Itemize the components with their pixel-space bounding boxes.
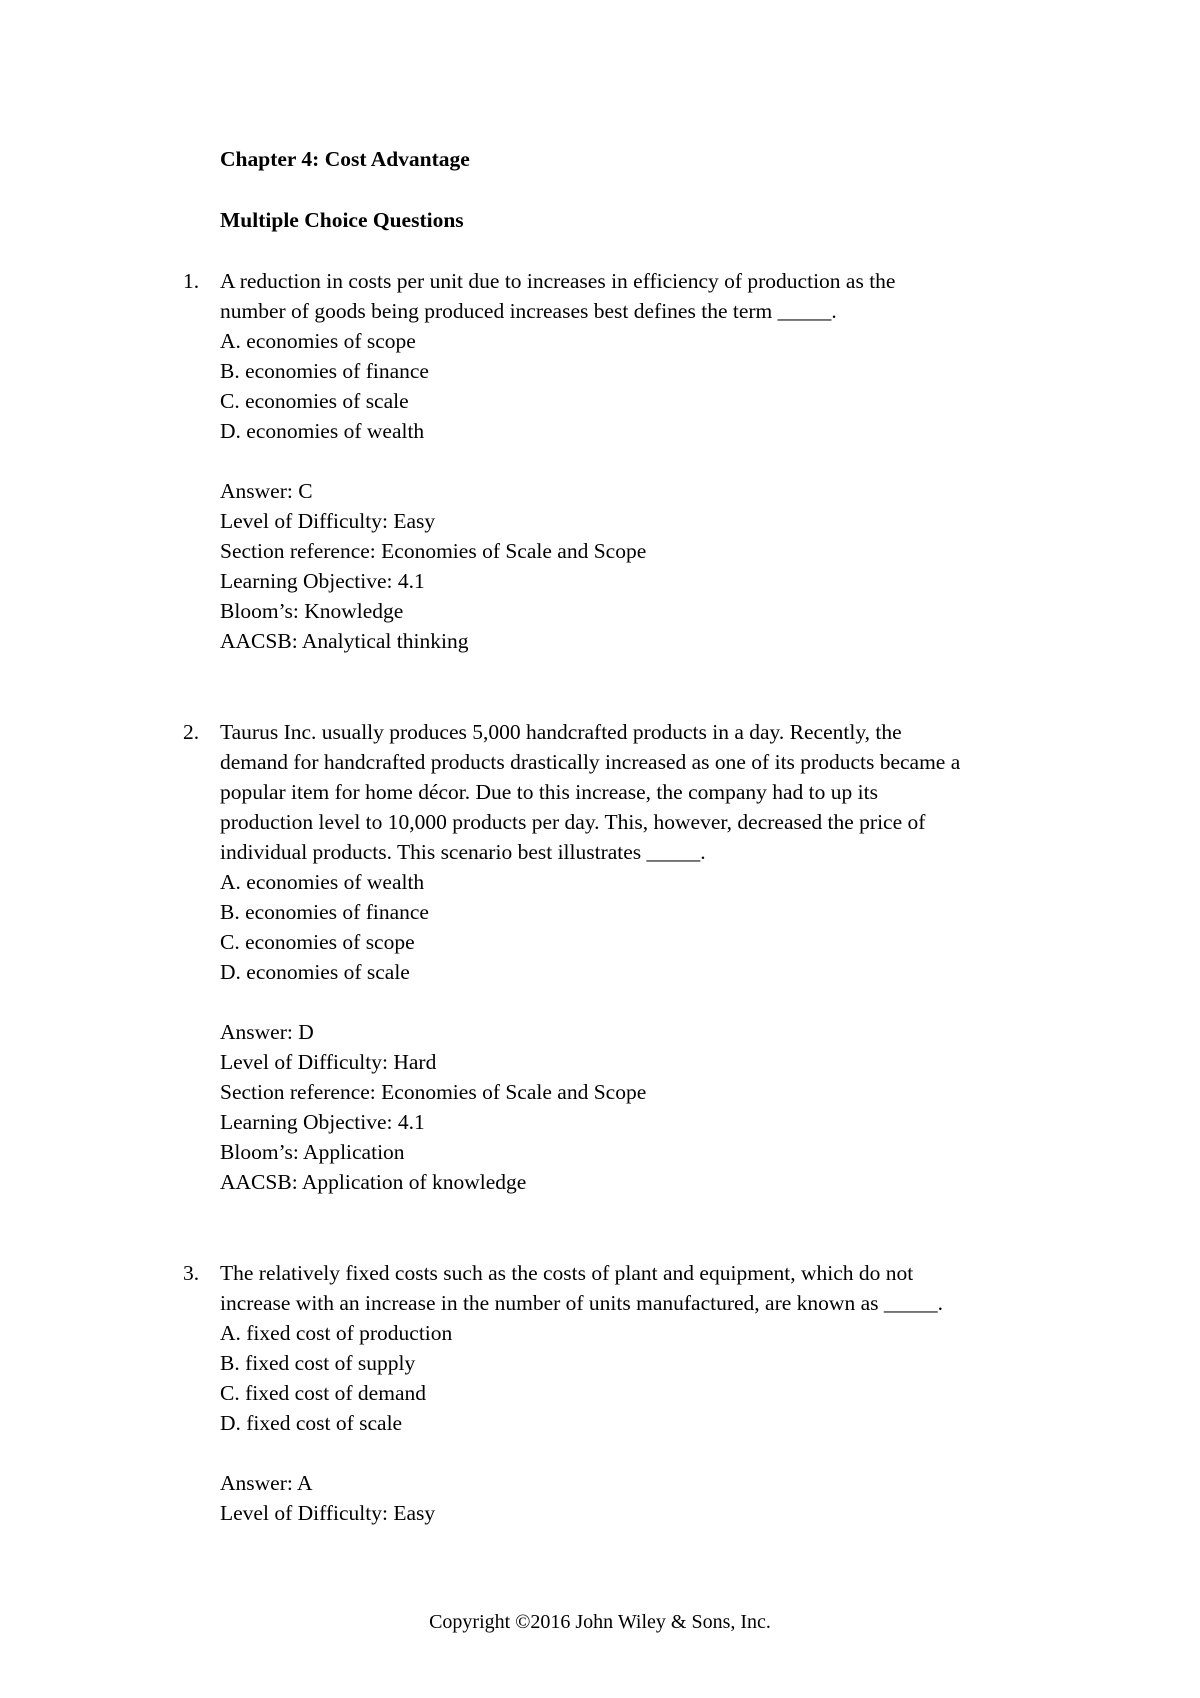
option-d: D. economies of wealth: [220, 419, 425, 443]
question-stem-line: Taurus Inc. usually produces 5,000 handcrafted products in a day. Recently, the: [220, 720, 902, 744]
option-b: B. economies of finance: [220, 900, 429, 924]
aacsb: AACSB: Analytical thinking: [220, 629, 469, 653]
option-d: D. economies of scale: [220, 960, 410, 984]
question-stem-line: The relatively fixed costs such as the costs of plant and equipment, which do not: [220, 1261, 914, 1285]
section-title: Multiple Choice Questions: [220, 208, 464, 232]
question-number: 3.: [183, 1261, 200, 1285]
option-a: A. economies of wealth: [220, 870, 425, 894]
question-stem-line: popular item for home décor. Due to this increase, the company had to up its: [220, 780, 878, 804]
answer: Answer: C: [220, 479, 313, 503]
difficulty: Level of Difficulty: Easy: [220, 1501, 436, 1525]
footer-copyright: Copyright ©2016 John Wiley & Sons, Inc.: [429, 1611, 771, 1633]
aacsb: AACSB: Application of knowledge: [220, 1170, 527, 1194]
question-stem-line: demand for handcrafted products drastically increased as one of its products became a: [220, 750, 961, 774]
chapter-title: Chapter 4: Cost Advantage: [220, 147, 470, 171]
difficulty: Level of Difficulty: Easy: [220, 509, 436, 533]
learning-objective: Learning Objective: 4.1: [220, 1110, 425, 1134]
option-c: C. fixed cost of demand: [220, 1381, 426, 1405]
question-number: 2.: [183, 720, 200, 744]
difficulty: Level of Difficulty: Hard: [220, 1050, 437, 1074]
question-stem-line: number of goods being produced increases best defines the term _____.: [220, 299, 837, 323]
section-reference: Section reference: Economies of Scale and Scope: [220, 1080, 647, 1104]
question-stem-line: A reduction in costs per unit due to increases in efficiency of production as the: [220, 269, 896, 293]
option-d: D. fixed cost of scale: [220, 1411, 403, 1435]
answer: Answer: D: [220, 1020, 314, 1044]
option-c: C. economies of scope: [220, 930, 415, 954]
option-a: A. fixed cost of production: [220, 1321, 453, 1345]
question-stem-line: production level to 10,000 products per day. This, however, decreased the price of: [220, 810, 926, 834]
question-stem-line: individual products. This scenario best illustrates _____.: [220, 840, 706, 864]
blooms: Bloom’s: Knowledge: [220, 599, 404, 623]
option-b: B. economies of finance: [220, 359, 429, 383]
question-number: 1.: [183, 269, 200, 293]
learning-objective: Learning Objective: 4.1: [220, 569, 425, 593]
blooms: Bloom’s: Application: [220, 1140, 405, 1164]
option-c: C. economies of scale: [220, 389, 409, 413]
section-reference: Section reference: Economies of Scale and Scope: [220, 539, 647, 563]
option-a: A. economies of scope: [220, 329, 416, 353]
option-b: B. fixed cost of supply: [220, 1351, 416, 1375]
answer: Answer: A: [220, 1471, 313, 1495]
question-stem-line: increase with an increase in the number of units manufactured, are known as _____.: [220, 1291, 943, 1315]
